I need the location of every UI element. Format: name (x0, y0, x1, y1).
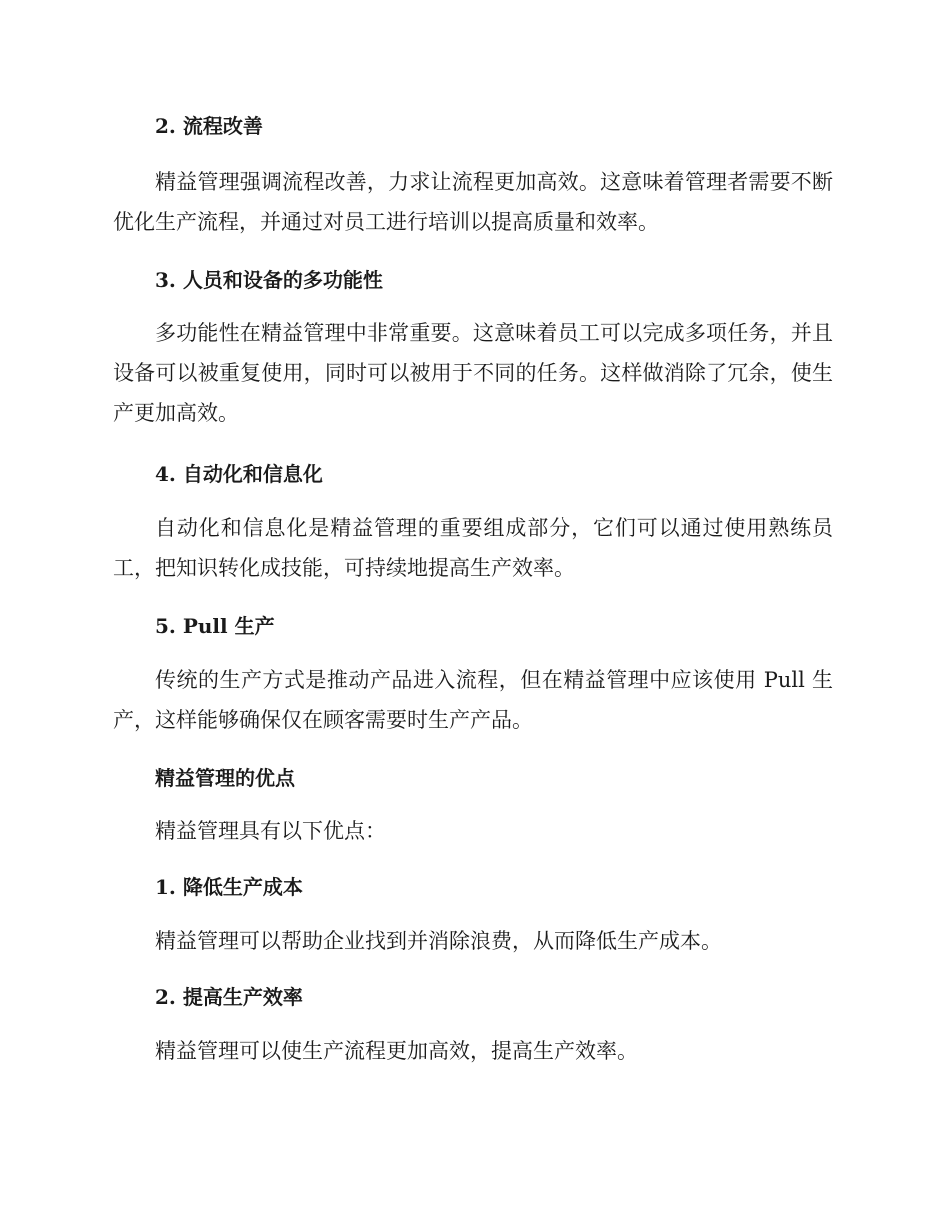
section-heading-automation: 4. 自动化和信息化 (155, 462, 323, 486)
advantages-intro: 精益管理具有以下优点： (155, 819, 386, 843)
section-paragraph-automation: 自动化和信息化是精益管理的重要组成部分，它们可以通过使用熟练员工，把知识转化成技能，可持续地提高生产效率。 (113, 516, 833, 580)
section-paragraph-process-improvement: 精益管理强调流程改善，力求让流程更加高效。这意味着管理者需要不断优化生产流程，并通过对员工进行培训以提高质量和效率。 (113, 170, 833, 234)
section-paragraph-pull-production: 传统的生产方式是推动产品进入流程，但在精益管理中应该使用 Pull 生产，这样能够确保仅在顾客需要时生产产品。 (113, 668, 833, 732)
section-paragraph-multifunctionality: 多功能性在精益管理中非常重要。这意味着员工可以完成多项任务，并且设备可以被重复使用，同时可以被用于不同的任务。这样做消除了冗余，使生产更加高效。 (113, 321, 833, 425)
section-heading-pull-production: 5. Pull 生产 (155, 614, 275, 638)
advantage-heading-reduce-cost: 1. 降低生产成本 (155, 875, 303, 899)
advantage-paragraph-reduce-cost: 精益管理可以帮助企业找到并消除浪费，从而降低生产成本。 (155, 929, 722, 953)
section-heading-process-improvement: 2. 流程改善 (155, 114, 263, 138)
advantage-paragraph-improve-efficiency: 精益管理可以使生产流程更加高效，提高生产效率。 (155, 1039, 638, 1063)
advantages-heading: 精益管理的优点 (155, 766, 295, 790)
section-heading-multifunctionality: 3. 人员和设备的多功能性 (155, 268, 383, 292)
advantage-heading-improve-efficiency: 2. 提高生产效率 (155, 985, 303, 1009)
